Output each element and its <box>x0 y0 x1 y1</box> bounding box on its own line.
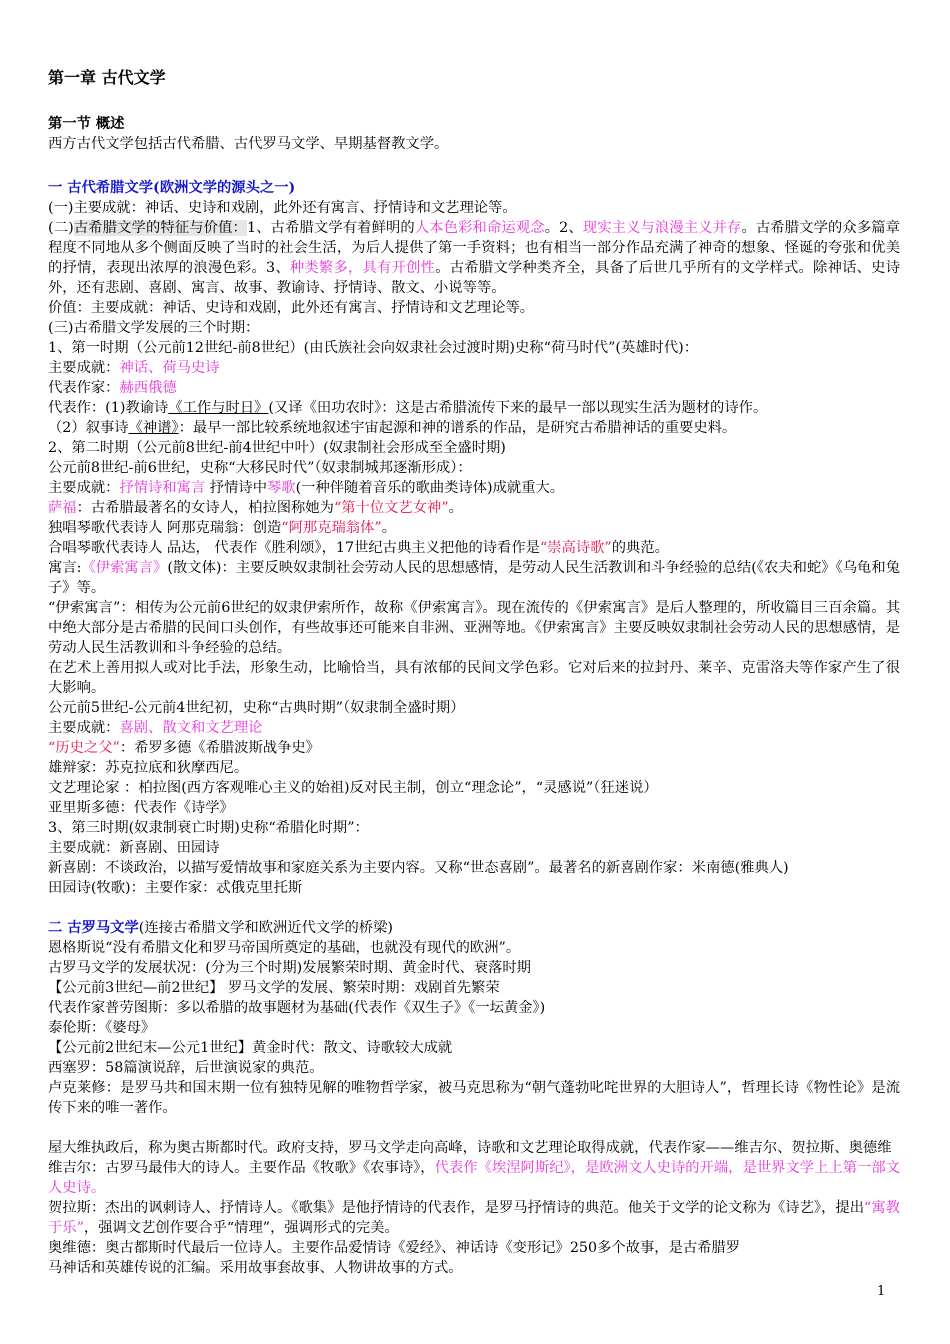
text-span: ，强调文艺创作要合乎“情理”，强调形式的完美。 <box>83 1220 399 1236</box>
augustus-paragraph: 屋大维执政后，称为奥古斯都时代。政府支持，罗马文学走向高峰，诗歌和文艺理论取得成就，代表作家——维吉尔、贺拉斯、奥德维 <box>48 1140 892 1156</box>
text-span: 独唱琴歌代表诗人 阿那克瑞翁：创造 <box>48 520 282 536</box>
emphasis-text: “寓教于乐” <box>48 1200 900 1236</box>
text-span: (连接古希腊文学和欧洲近代文学的桥梁) <box>138 920 393 936</box>
emphasis-text: 赫西俄德 <box>119 380 177 396</box>
text-span: ：最早一部比较系统地叙述宇宙起源和神的谱系的作品，是研究古希腊神话的重要史料。 <box>178 420 737 436</box>
text-span: 。古希腊文学的众多篇章程度不同地从多个侧面反映了当时的社会生活，为后人提供了第一手资料；也有相当一部分作品充满了神奇的想象、怪诞的夸张和优美的抒情，表现出浓厚的浪漫色彩。3、 <box>48 220 901 276</box>
classical-period-title: 公元前5世纪-公元前4世纪初，史称“古典时期”（奴隶制全盛时期） <box>48 700 465 716</box>
herodotus-line <box>48 738 900 758</box>
chapter-title: 第一章 古代文学 <box>48 68 166 87</box>
emphasis-text: 代表作《埃涅阿斯纪》，是欧洲文人史诗的开端，是世界文学上上第一部文人史诗。 <box>48 1160 900 1196</box>
cicero-line: 西塞罗：58篇演说辞，后世演说家的典范。 <box>48 1060 324 1076</box>
emphasis-text: 现实主义与浪漫主义并存 <box>582 220 742 236</box>
text-span: 抒情诗中 <box>205 480 267 496</box>
virgil-paragraph <box>48 1158 900 1198</box>
ovid-line-1: 奥维德：奥古都斯时代最后一位诗人。主要作品爱情诗《爱经》、神话诗《变形记》250多个故事，是古希腊罗 <box>48 1240 741 1256</box>
terence-line: 泰伦斯：《婆母》 <box>48 1020 156 1036</box>
plautus-line: 代表作家普劳图斯：多以希腊的故事题材为基础(代表作《双生子》《一坛黄金》) <box>48 1000 546 1016</box>
greece-value: 价值：主要成就：神话、史诗和戏剧，此外还有寓言、抒情诗和文艺理论等。 <box>48 300 535 316</box>
engels-quote: 恩格斯说“没有希腊文化和罗马帝国所奠定的基础，也就没有现代的欧洲”。 <box>48 940 521 956</box>
emphasis-text: 喜剧、散文和文艺理论 <box>119 720 263 736</box>
text-span: (散文体)：主要反映奴隶制社会劳动人民的思想感情，是劳动人民生活教训和斗争经验的总结(《农夫和蛇》《乌龟和兔子》等。 <box>48 560 900 596</box>
text-span: (一种伴随着音乐的歌曲类诗体)成就重大。 <box>295 480 565 496</box>
underlined-title: 《工作与时日》 <box>168 400 269 416</box>
period-1-work-1 <box>48 398 900 418</box>
period-2-subtitle: 公元前8世纪-前6世纪，史称“大移民时代”（奴隶制城邦逐渐形成）： <box>48 460 472 476</box>
emphasis-text: 种类繁多，具有开创性 <box>289 260 436 276</box>
text-span: 代表作：(1)教谕诗 <box>48 400 169 416</box>
aesop-paragraph: “伊索寓言”：相传为公元前6世纪的奴隶伊索所作，故称《伊索寓言》。现在流传的《伊索寓言》是后人整理的，所收篇目三百余篇。其中绝大部分是古希腊的民间口头创作，有些故事还可能来自非洲、亚洲等地。《伊索寓言》主要反映奴隶制社会劳动人民的思想感情，是劳动人民生活教训和斗争经验的总结。 <box>48 600 900 656</box>
red-emphasis-text: “阿那克瑞翁体” <box>281 520 382 536</box>
text-span: （2）叙事诗 <box>48 420 129 436</box>
text-span: ：希罗多德《希腊波斯战争史》 <box>119 740 320 756</box>
rome-period-1: 【公元前3世纪—前2世纪】 罗马文学的发展、繁荣时期：戏剧首先繁荣 <box>48 980 500 996</box>
text-span: 的典范。 <box>611 540 669 556</box>
text-span: 。 <box>448 500 463 516</box>
greece-features-paragraph <box>48 218 900 298</box>
label: 主要成就： <box>48 360 120 376</box>
sappho-line <box>48 498 900 518</box>
period-1-title: 1、第一时期（公元前12世纪-前8世纪）(由氏族社会向奴隶社会过渡时期)史称“荷马时代”(英雄时代)： <box>48 340 699 356</box>
label: 主要成就： <box>48 480 120 496</box>
label: 主要成就： <box>48 720 120 736</box>
classical-achievements <box>48 718 900 738</box>
theorist-line: 文艺理论家 ：柏拉图(西方客观唯心主义的始祖)反对民主制，创立“理念论”，“灵感说”（狂迷说） <box>48 780 658 796</box>
rome-heading <box>48 918 900 938</box>
anacreon-line <box>48 518 900 538</box>
section-heading-text: 二 古罗马文学 <box>48 920 139 936</box>
period-2-title: 2、第二时期（公元前8世纪-前4世纪中叶）(奴隶制社会形成至全盛时期) <box>48 440 506 456</box>
orators-line: 雄辩家：苏克拉底和狄摩西尼。 <box>48 760 249 776</box>
text-span: ：古希腊最著名的女诗人，柏拉图称她为 <box>76 500 334 516</box>
text-span: 。2、 <box>544 220 583 236</box>
page-number: 1 <box>877 1284 886 1299</box>
emphasis-text: 琴歌 <box>267 480 296 496</box>
lucretius-paragraph: 卢克莱修：是罗马共和国末期一位有独特见解的唯物哲学家，被马克思称为“朝气蓬勃叱咤世界的大胆诗人”，哲理长诗《物性论》是流传下来的唯一著作。 <box>48 1080 900 1116</box>
aristotle-line: 亚里斯多德：代表作《诗学》 <box>48 800 234 816</box>
red-emphasis-text: “第十位文艺女神” <box>333 500 449 516</box>
period-1-author <box>48 378 900 398</box>
emphasis-text: 萨福 <box>48 500 77 516</box>
greece-heading: 一 古代希腊文学(欧洲文学的源头之一) <box>48 180 296 196</box>
emphasis-text: 抒情诗和寓言 <box>119 480 206 496</box>
text-span: (又译《田功农时》：这是古希腊流传下来的最早一部以现实生活为题材的诗作。 <box>268 400 768 416</box>
period-3-title: 3、第三时期(奴隶制衰亡时期)史称“希腊化时期”： <box>48 820 369 836</box>
text-span: 贺拉斯：杰出的讽刺诗人、抒情诗人。《歌集》是他抒情诗的代表作，是罗马抒情诗的典范。他关于文学的论文称为《诗艺》，提出 <box>48 1200 865 1216</box>
emphasis-text: 人本色彩和命运观念 <box>414 220 545 236</box>
text-span: 。 <box>381 520 396 536</box>
pindar-line <box>48 538 900 558</box>
period-1-work-2 <box>48 418 900 438</box>
emphasis-text: 神话、荷马史诗 <box>119 360 220 376</box>
text-span: 1、古希腊文学有着鲜明的 <box>246 220 415 236</box>
emphasis-text: 《伊索寓言》 <box>81 560 168 576</box>
red-emphasis-text: “历史之父” <box>48 740 120 756</box>
fable-paragraph <box>48 558 900 598</box>
ovid-line-2: 马神话和英雄传说的汇编。采用故事套故事、人物讲故事的方式。 <box>48 1260 463 1276</box>
label: 代表作家： <box>48 380 120 396</box>
text-span: (二) <box>48 220 74 236</box>
text-span: 。古希腊文学种类齐全，具备了后世几乎所有的文学样式。除神话、史诗外，还有悲剧、喜剧、寓言、故事、教谕诗、抒情诗、散文、小说等等。 <box>48 260 900 296</box>
highlighted-text: 古希腊文学的特征与价值： <box>73 220 247 236</box>
new-comedy-paragraph: 新喜剧：不谈政治，以描写爱情故事和家庭关系为主要内容。又称“世态喜剧”。最著名的新喜剧作家：米南德(雅典人) <box>48 860 789 876</box>
pastoral-line: 田园诗(牧歌)：主要作家：忒俄克里托斯 <box>48 880 303 896</box>
rome-period-2: 【公元前2世纪末—公元1世纪】黄金时代：散文、诗歌较大成就 <box>48 1040 453 1056</box>
text-span: 维吉尔：古罗马最伟大的诗人。主要作品《牧歌》《农事诗》， <box>48 1160 435 1176</box>
horace-paragraph <box>48 1198 900 1238</box>
period-3-achievements: 主要成就：新喜剧、田园诗 <box>48 840 220 856</box>
underlined-title: 《神谱》 <box>128 420 179 436</box>
red-emphasis-text: “崇高诗歌” <box>539 540 612 556</box>
text-span: 合唱琴歌代表诗人 品达， 代表作《胜利颂》，17世纪古典主义把他的诗看作是 <box>48 540 540 556</box>
text-span: 寓言: <box>48 560 82 576</box>
period-2-achievements <box>48 478 900 498</box>
rome-stages: 古罗马文学的发展状况：(分为三个时期)发展繁荣时期、黄金时代、衰落时期 <box>48 960 531 976</box>
art-paragraph: 在艺术上善用拟人或对比手法，形象生动，比喻恰当，具有浓郁的民间文学色彩。它对后来的拉封丹、莱辛、克雷洛夫等作家产生了很大影响。 <box>48 660 900 696</box>
greece-achievements: (一)主要成就：神话、史诗和戏剧，此外还有寓言、抒情诗和文艺理论等。 <box>48 200 517 216</box>
section-title: 第一节 概述 <box>48 116 125 132</box>
intro-paragraph: 西方古代文学包括古代希腊、古代罗马文学、早期基督教文学。 <box>48 136 449 152</box>
period-1-achievements <box>48 358 900 378</box>
document-page <box>48 66 900 1278</box>
greece-periods-heading: (三)古希腊文学发展的三个时期： <box>48 320 260 336</box>
